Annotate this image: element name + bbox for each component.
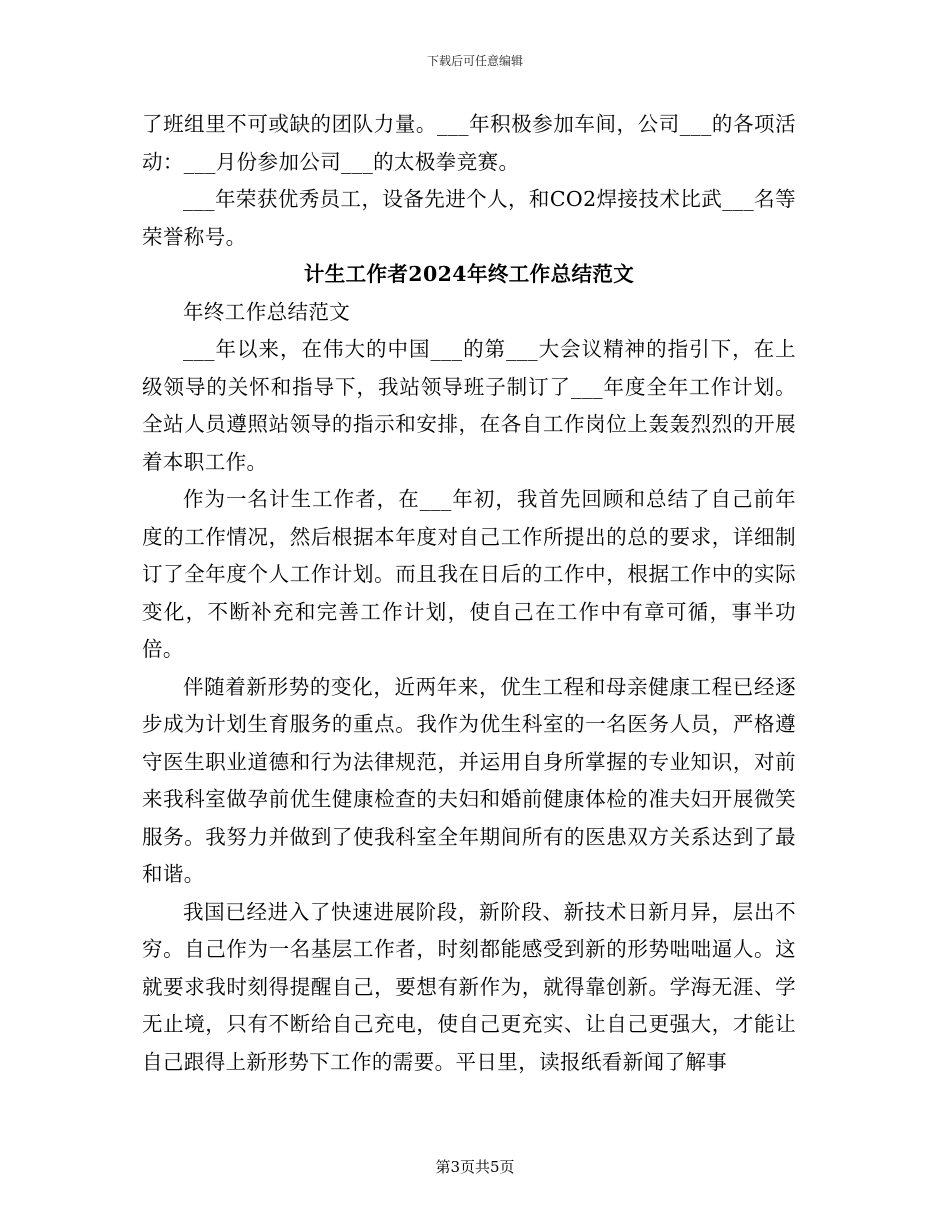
page-number: 第3页共5页: [435, 1158, 515, 1176]
paragraph-intro: ___年以来，在伟大的中国___的第___大会议精神的指引下，在上级领导的关怀和指导下，我站领导班子制订了___年度全年工作计划。全站人员遵照站领导的指示和安排，在各自工作岗位上轰轰烈烈的开展着本职工作。: [142, 337, 796, 474]
page-header: 下载后可任意编辑: [426, 54, 523, 68]
paragraph-learning: 我国已经进入了快速进展阶段，新阶段、新技术日新月异，层出不穷。自己作为一名基层工作者，时刻都能感受到新的形势咄咄逼人。这就要求我时刻得提醒自己，要想有新作为，就得靠创新。学海无涯、学无止境，只有不断给自己充电，使自己更充实、让自己更强大，才能让自己跟得上新形势下工作的需要。平日里，读报纸看新闻了解事: [142, 899, 796, 1074]
document-title: 计生工作者2024年终工作总结范文: [303, 262, 635, 286]
paragraph-honors: ___年荣获优秀员工，设备先进个人，和CO2焊接技术比武___名等荣誉称号。: [142, 187, 796, 249]
paragraph-subtitle: 年终工作总结范文: [183, 299, 351, 324]
document-body: [142, 106, 796, 1081]
paragraph-service: 伴随着新形势的变化，近两年来，优生工程和母亲健康工程已经逐步成为计划生育服务的重点。我作为优生科室的一名医务人员，严格遵守医生职业道德和行为法律规范，并运用自身所掌握的专业知识，对前来我科室做孕前优生健康检查的夫妇和婚前健康体检的准夫妇开展微笑服务。我努力并做到了使我科室全年期间所有的医患双方关系达到了最和谐。: [142, 674, 796, 886]
paragraph-plan: 作为一名计生工作者，在___年初，我首先回顾和总结了自己前年度的工作情况，然后根据本年度对自己工作所提出的总的要求，详细制订了全年度个人工作计划。而且我在日后的工作中，根据工作中的实际变化，不断补充和完善工作计划，使自己在工作中有章可循，事半功倍。: [142, 487, 796, 661]
paragraph-continuation: 了班组里不可或缺的团队力量。___年积极参加车间，公司___的各项活动：___月份参加公司___的太极拳竞赛。: [142, 112, 796, 174]
